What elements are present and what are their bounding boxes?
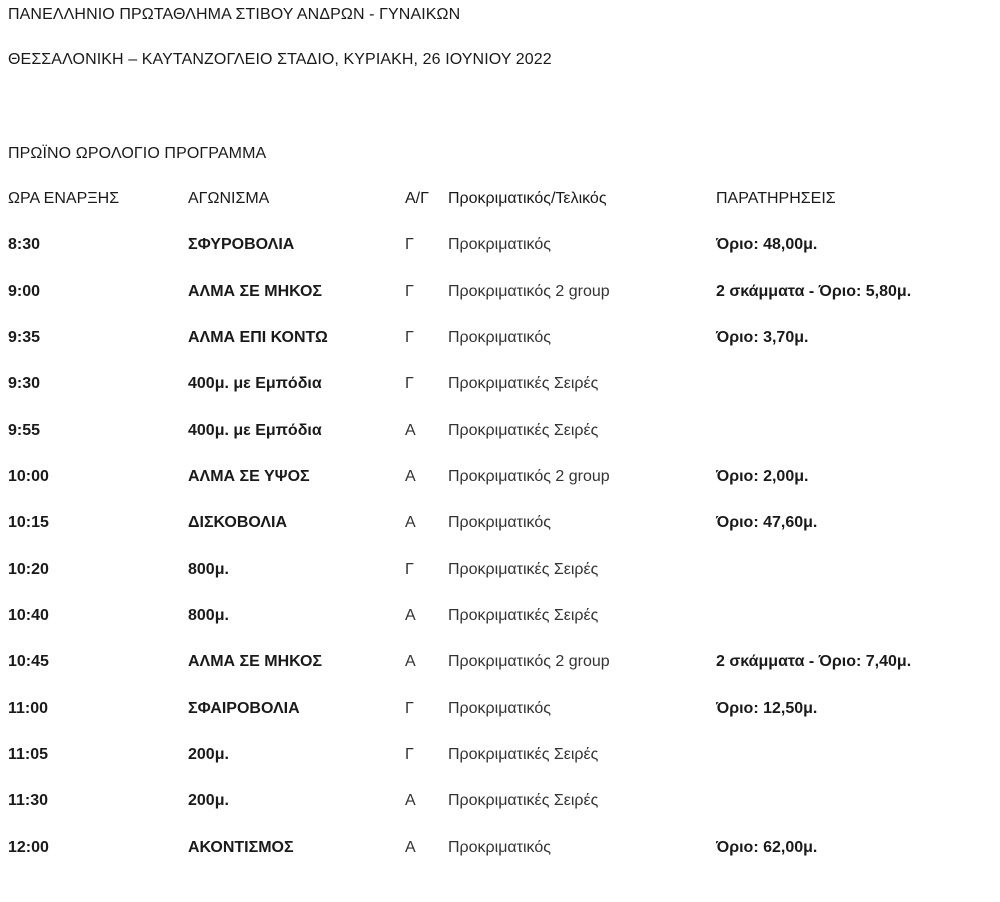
event-cell: 800μ. bbox=[188, 607, 229, 625]
section-title: ΠΡΩΪΝΟ ΩΡΟΛΟΓΙΟ ΠΡΟΓΡΑΜΜΑ bbox=[8, 145, 267, 162]
round-cell: Προκριματικός 2 group bbox=[448, 653, 610, 671]
table-row bbox=[0, 462, 1000, 508]
gender-cell: Γ bbox=[405, 282, 414, 300]
column-header-round: Προκριματικός/Τελικός bbox=[448, 190, 607, 207]
event-cell: ΣΦΑΙΡΟΒΟΛΙΑ bbox=[188, 699, 300, 717]
event-cell: 800μ. bbox=[188, 560, 229, 578]
table-row bbox=[0, 740, 1000, 786]
gender-cell: Α bbox=[405, 468, 416, 486]
schedule-table bbox=[0, 184, 1000, 879]
table-row bbox=[0, 647, 1000, 693]
gender-cell: Α bbox=[405, 792, 416, 810]
event-cell: ΑΚΟΝΤΙΣΜΟΣ bbox=[188, 838, 294, 856]
table-body bbox=[0, 230, 1000, 879]
round-cell: Προκριματικός bbox=[448, 699, 551, 717]
round-cell: Προκριματικός bbox=[448, 514, 551, 532]
table-row bbox=[0, 323, 1000, 369]
document-subtitle: ΘΕΣΣΑΛΟΝΙΚΗ – ΚΑΥΤΑΝΖΟΓΛΕΙΟ ΣΤΑΔΙΟ, ΚΥΡΙΑΚΗ, 26 ΙΟΥΝΙΟΥ 2022 bbox=[8, 51, 552, 68]
event-cell: ΣΦΥΡΟΒΟΛΙΑ bbox=[188, 236, 295, 254]
time-cell: 9:00 bbox=[8, 282, 41, 300]
round-cell: Προκριματικές Σειρές bbox=[448, 607, 599, 625]
table-row bbox=[0, 555, 1000, 601]
time-cell: 11:00 bbox=[8, 699, 49, 717]
gender-cell: Α bbox=[405, 607, 416, 625]
notes-cell: Όριο: 12,50μ. bbox=[716, 699, 818, 717]
gender-cell: Α bbox=[405, 514, 416, 532]
event-cell: ΑΛΜΑ ΕΠΙ ΚΟΝΤΩ bbox=[188, 328, 328, 346]
time-cell: 9:30 bbox=[8, 375, 41, 393]
table-row bbox=[0, 833, 1000, 879]
time-cell: 10:00 bbox=[8, 468, 49, 486]
gender-cell: Α bbox=[405, 653, 416, 671]
gender-cell: Α bbox=[405, 421, 416, 439]
gender-cell: Γ bbox=[405, 746, 414, 764]
time-cell: 9:55 bbox=[8, 421, 41, 439]
time-cell: 11:30 bbox=[8, 792, 49, 810]
time-cell: 10:45 bbox=[8, 653, 49, 671]
column-header-event: ΑΓΩΝΙΣΜΑ bbox=[188, 190, 270, 207]
notes-cell: Όριο: 2,00μ. bbox=[716, 468, 809, 486]
gender-cell: Γ bbox=[405, 328, 414, 346]
time-cell: 11:05 bbox=[8, 746, 49, 764]
time-cell: 10:20 bbox=[8, 560, 49, 578]
round-cell: Προκριματικός bbox=[448, 838, 551, 856]
round-cell: Προκριματικές Σειρές bbox=[448, 792, 599, 810]
time-cell: 12:00 bbox=[8, 838, 49, 856]
round-cell: Προκριματικές Σειρές bbox=[448, 560, 599, 578]
event-cell: 200μ. bbox=[188, 792, 229, 810]
event-cell: 400μ. με Εμπόδια bbox=[188, 375, 322, 393]
time-cell: 9:35 bbox=[8, 328, 41, 346]
column-header-notes: ΠΑΡΑΤΗΡΗΣΕΙΣ bbox=[716, 190, 836, 207]
table-row bbox=[0, 277, 1000, 323]
round-cell: Προκριματικός bbox=[448, 328, 551, 346]
document-title: ΠΑΝΕΛΛΗΝΙΟ ΠΡΩΤΑΘΛΗΜΑ ΣΤΙΒΟΥ ΑΝΔΡΩΝ - ΓΥΝΑΙΚΩΝ bbox=[8, 6, 461, 23]
notes-cell: 2 σκάμματα - Όριο: 5,80μ. bbox=[716, 282, 912, 300]
event-cell: ΑΛΜΑ ΣΕ ΜΗΚΟΣ bbox=[188, 282, 323, 300]
event-cell: ΑΛΜΑ ΣΕ ΜΗΚΟΣ bbox=[188, 653, 323, 671]
table-row bbox=[0, 369, 1000, 415]
table-row bbox=[0, 230, 1000, 276]
table-row bbox=[0, 508, 1000, 554]
event-cell: ΔΙΣΚΟΒΟΛΙΑ bbox=[188, 514, 288, 532]
notes-cell: 2 σκάμματα - Όριο: 7,40μ. bbox=[716, 653, 912, 671]
round-cell: Προκριματικές Σειρές bbox=[448, 421, 599, 439]
notes-cell: Όριο: 48,00μ. bbox=[716, 236, 818, 254]
table-row bbox=[0, 786, 1000, 832]
table-header-row bbox=[0, 184, 1000, 230]
time-cell: 10:40 bbox=[8, 607, 49, 625]
gender-cell: Γ bbox=[405, 236, 414, 254]
event-cell: ΑΛΜΑ ΣΕ ΥΨΟΣ bbox=[188, 468, 310, 486]
notes-cell: Όριο: 62,00μ. bbox=[716, 838, 818, 856]
table-row bbox=[0, 416, 1000, 462]
table-row bbox=[0, 601, 1000, 647]
time-cell: 10:15 bbox=[8, 514, 49, 532]
event-cell: 400μ. με Εμπόδια bbox=[188, 421, 322, 439]
gender-cell: Γ bbox=[405, 699, 414, 717]
notes-cell: Όριο: 3,70μ. bbox=[716, 328, 809, 346]
column-header-gender: Α/Γ bbox=[405, 190, 429, 207]
round-cell: Προκριματικές Σειρές bbox=[448, 746, 599, 764]
notes-cell: Όριο: 47,60μ. bbox=[716, 514, 818, 532]
round-cell: Προκριματικές Σειρές bbox=[448, 375, 599, 393]
gender-cell: Γ bbox=[405, 375, 414, 393]
gender-cell: Γ bbox=[405, 560, 414, 578]
gender-cell: Α bbox=[405, 838, 416, 856]
event-cell: 200μ. bbox=[188, 746, 229, 764]
time-cell: 8:30 bbox=[8, 236, 41, 254]
round-cell: Προκριματικός 2 group bbox=[448, 282, 610, 300]
round-cell: Προκριματικός 2 group bbox=[448, 468, 610, 486]
round-cell: Προκριματικός bbox=[448, 236, 551, 254]
table-row bbox=[0, 694, 1000, 740]
column-header-time: ΩΡΑ ΕΝΑΡΞΗΣ bbox=[8, 190, 120, 207]
